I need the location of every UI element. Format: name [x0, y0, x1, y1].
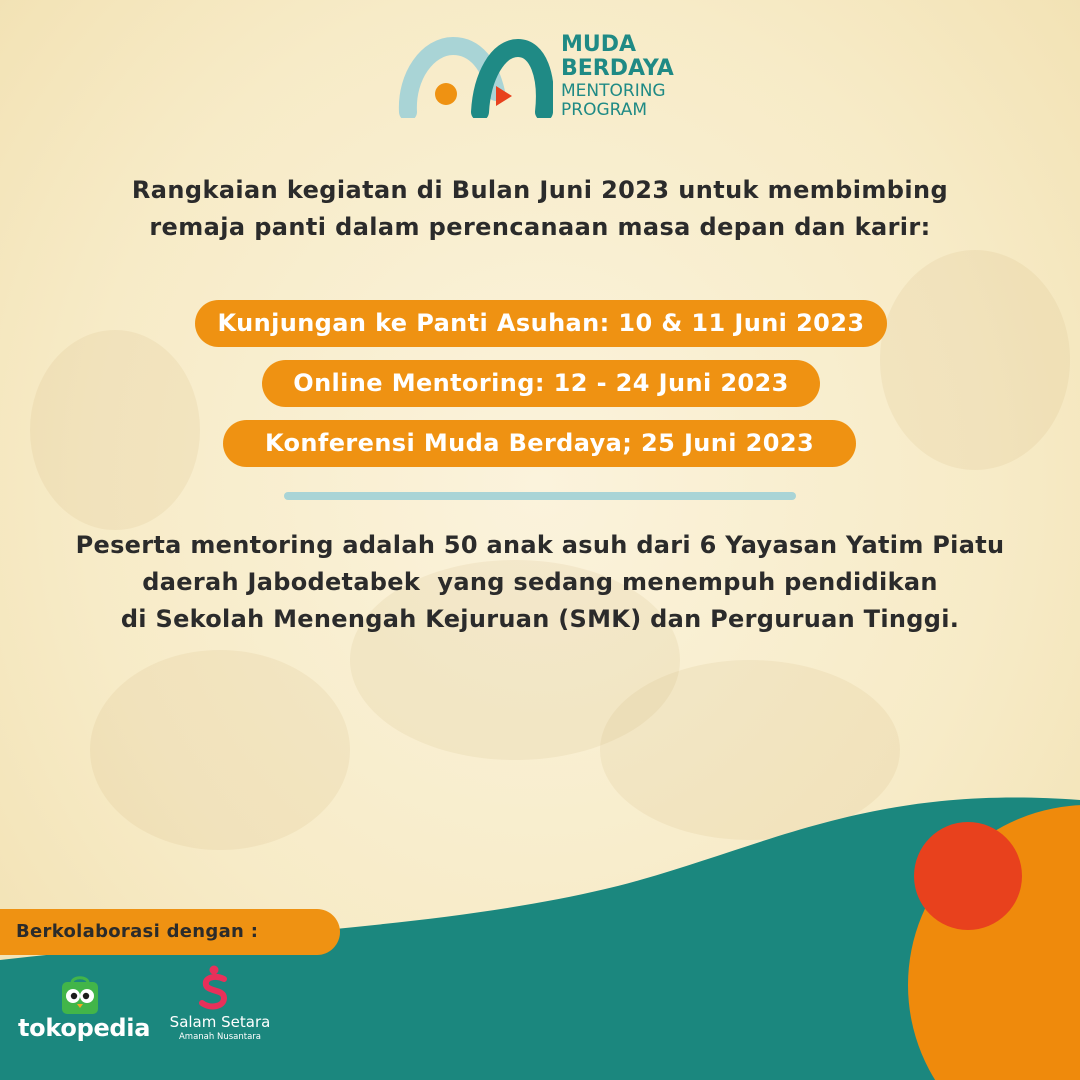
collaboration-label: Berkolaborasi dengan : [16, 921, 259, 942]
salam-setara-name: Salam Setara [169, 1013, 271, 1031]
schedule-item-conference: Konferensi Muda Berdaya; 25 Juni 2023 [223, 420, 856, 467]
tokopedia-name: tokopedia [18, 1014, 151, 1042]
schedule-item-online-mentoring: Online Mentoring: 12 - 24 Juni 2023 [262, 360, 820, 407]
participants-line: daerah Jabodetabek yang sedang menempuh pendidikan [142, 568, 938, 596]
logo-subtitle-program: PROGRAM [561, 100, 648, 120]
participants-line: Peserta mentoring adalah 50 anak asuh dari 6 Yayasan Yatim Piatu [75, 531, 1005, 559]
collaboration-banner [0, 909, 340, 955]
logo-subtitle-mentoring: MENTORING [561, 81, 666, 101]
salam-setara-s-icon [194, 965, 234, 1013]
participants-line: di Sekolah Menengah Kejuruan (SMK) dan Perguruan Tinggi. [120, 605, 960, 633]
logo-title-berdaya: BERDAYA [561, 56, 674, 81]
salam-setara-subtitle: Amanah Nusantara [178, 1032, 261, 1042]
salam-setara-logo [160, 965, 280, 1045]
tokopedia-owl-bag-icon [58, 974, 102, 1016]
intro-line: remaja panti dalam perencanaan masa depan dan karir: [149, 213, 931, 241]
intro-line: Rangkaian kegiatan di Bulan Juni 2023 untuk membimbing [131, 176, 949, 204]
tokopedia-logo [18, 974, 151, 1044]
schedule-item-visit: Kunjungan ke Panti Asuhan: 10 & 11 Juni 2023 [195, 300, 887, 347]
logo-title-muda: MUDA [561, 32, 637, 57]
